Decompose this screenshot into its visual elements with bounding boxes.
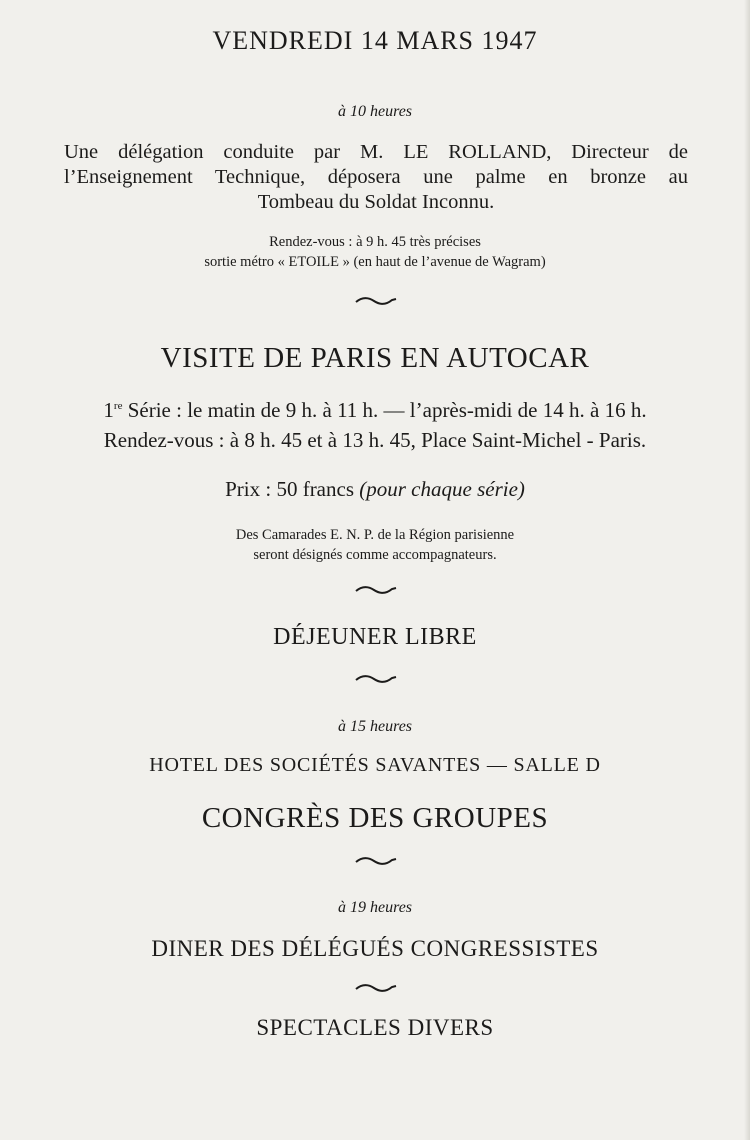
swash-ornament-icon — [354, 983, 398, 993]
price-label: Prix : 50 francs — [225, 477, 360, 501]
swash-ornament-icon — [354, 856, 398, 866]
meeting-point-line-2: sortie métro « ETOILE » (en haut de l’avenue de Wagram) — [204, 254, 546, 270]
swash-ornament-icon — [354, 296, 398, 306]
guides-line-1: Des Camarades E. N. P. de la Région parisienne — [235, 527, 515, 543]
tour-price-line — [0, 477, 750, 502]
congress-title: CONGRÈS DES GROUPES — [201, 802, 549, 834]
evening-time: à 19 heures — [337, 899, 413, 916]
lunch-title: DÉJEUNER LIBRE — [273, 624, 477, 650]
day-heading: VENDREDI 14 MARS 1947 — [212, 26, 538, 55]
guides-line-2: seront désignés comme accompagnateurs. — [253, 547, 497, 563]
venue-line: HOTEL DES SOCIÉTÉS SAVANTES — SALLE D — [149, 754, 601, 776]
swash-ornament-icon — [354, 674, 398, 684]
morning-time: à 10 heures — [337, 103, 413, 120]
afternoon-time: à 15 heures — [337, 718, 413, 735]
swash-ornament-icon — [354, 585, 398, 595]
meeting-point-line-1: Rendez-vous : à 9 h. 45 très précises — [269, 234, 481, 250]
series-ordinal-suffix: re — [113, 400, 123, 412]
page-edge-shadow — [744, 0, 750, 1140]
delegation-line-3: Tombeau du Soldat Inconnu. — [257, 191, 495, 213]
series-schedule: Série : le matin de 9 h. à 11 h. — l’après-midi de 14 h. à 16 h. — [122, 398, 647, 422]
tour-series-line — [0, 398, 750, 423]
delegation-paragraph — [64, 140, 688, 215]
delegation-line-2: l’Enseignement Technique, déposera une palme en bronze au — [64, 166, 688, 188]
delegation-line-1: Une délégation conduite par M. LE ROLLAND, Directeur de — [64, 141, 688, 163]
dinner-title: DINER DES DÉLÉGUÉS CONGRESSISTES — [151, 936, 599, 961]
series-ordinal: 1 — [103, 398, 114, 422]
tour-title: VISITE DE PARIS EN AUTOCAR — [160, 342, 590, 374]
price-note: (pour chaque série) — [359, 477, 525, 501]
tour-meeting-line: Rendez-vous : à 8 h. 45 et à 13 h. 45, Place Saint-Michel - Paris. — [103, 428, 647, 452]
shows-title: SPECTACLES DIVERS — [256, 1015, 494, 1040]
